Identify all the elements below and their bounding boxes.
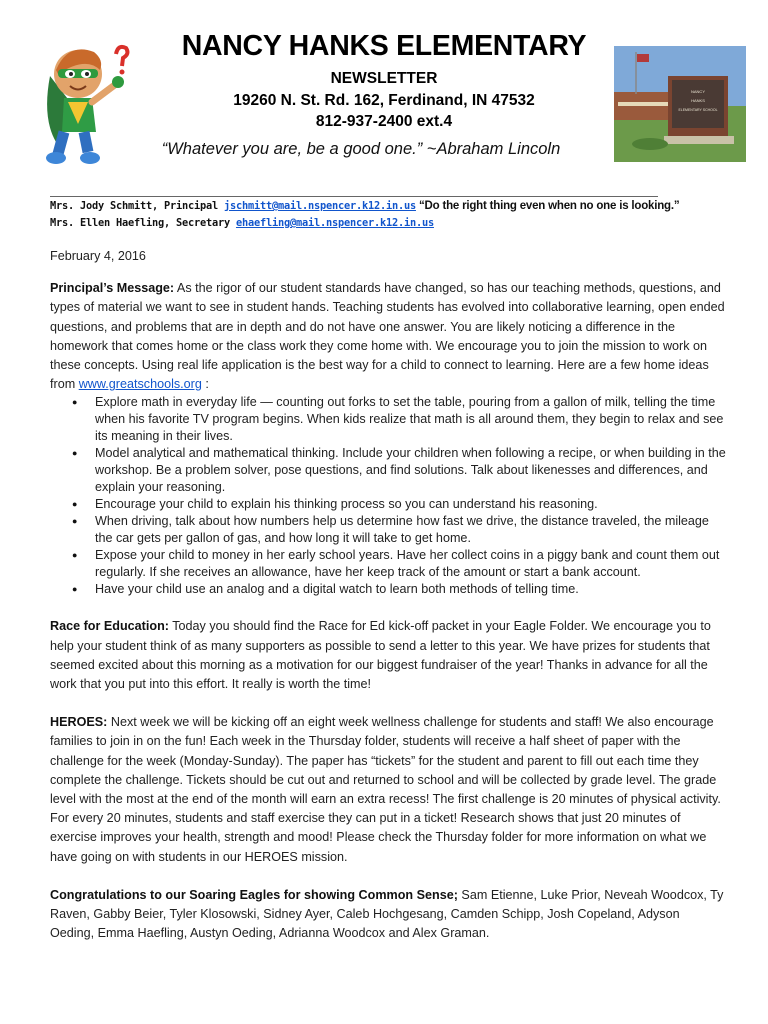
greatschools-link[interactable]: www.greatschools.org (78, 377, 202, 392)
principal-message-text: As the rigor of our student standards have changed, so has our teaching methods, questions, and types of material we want to see in student hands. Teaching students has evolved into collaborative learning, open ended questions, and problems that are in depth and do not have one answer. You are likely noticing a difference in the homework that comes home or the class work they come home with. We encourage you to join the mission to work on these concepts. Using real life application is the best way for a child to connect to learning. Here are a few home ideas from (50, 281, 725, 392)
heroes-section (50, 713, 726, 867)
list-item: ● Explore math in everyday life — counting out forks to set the table, pouring from a gallon of milk, telling the time when his favorite TV program begins. When kids realize that math is all around them, they begin to relax and see its meaning in their lives. (50, 394, 726, 445)
secretary-email-link[interactable]: ehaefling@mail.nspencer.k12.in.us (235, 217, 434, 229)
list-item: ● Have your child use an analog and a digital watch to learn both methods of telling time. (50, 581, 726, 598)
race-for-education (50, 617, 726, 694)
school-motto: “Do the right thing even when no one is looking.” (415, 200, 680, 212)
principal-message (50, 279, 726, 394)
list-item: ● Expose your child to money in her early school years. Have her collect coins in a piggy bank and count them out regularly. If she receives an allowance, have her keep track of the amount or start a bank account. (50, 547, 726, 581)
secretary-name: Mrs. Ellen Haefling, Secretary (50, 217, 236, 229)
sign-line-1: NANCY (690, 89, 706, 94)
principal-email-link[interactable]: jschmitt@mail.nspencer.k12.in.us (223, 200, 416, 212)
newsletter-label: NEWSLETTER (330, 70, 438, 87)
school-name: NANCY HANKS ELEMENTARY (181, 30, 587, 62)
principal-message-label: Principal’s Message: (50, 281, 175, 296)
race-label: Race for Education: (50, 619, 169, 634)
list-item: ● Encourage your child to explain his thinking process so you can understand his reasoning. (50, 496, 726, 513)
heroes-label: HEROES: (50, 715, 108, 730)
home-ideas-list (50, 394, 726, 598)
list-item: ● When driving, talk about how numbers help us determine how fast we drive, the distance traveled, the mileage the car gets per gallon of gas, and how long it will take to get home. (50, 513, 726, 547)
heroes-text: Next week we will be kicking off an eight week wellness challenge for students and staff! We also encourage families to join in on the fun! Each week in the Thursday folder, students will receive a half sheet of paper with the challenge for the week (Monday-Sunday). The paper has “tickets” for the student and parent to fill out each time they complete the challenge. Tickets should be cut out and returned to school and will be collected by grade level. The grade level with the most at the end of the month will earn an extra recess! The first challenge is 20 minutes of physical activity. For every 20 minutes, students and staff exercise they can put in a ticket! Research shows that just 20 minutes of exercise improves your health, strength and mood! Please check the Thursday folder for more information on what we have going on with students in our HEROES mission. (50, 715, 721, 864)
sign-line-2: HANKS (691, 98, 705, 103)
principal-name: Mrs. Jody Schmitt, Principal (50, 200, 224, 212)
principal-line (50, 200, 679, 212)
principal-message-colon: : (201, 377, 209, 392)
congrats-label: Congratulations to our Soaring Eagles for showing Common Sense; (50, 887, 458, 902)
race-text: Today you should find the Race for Ed kick-off packet in your Eagle Folder. We encourage you to help your student think of as many supporters as possible to send a letter to this year. We have prizes for students that seemed excited about this morning as a motivation for our biggest fundraiser of the year! Thanks in advance for all the work that you put into this effort. It really is worth the time! (50, 619, 711, 692)
congrats-names: Sam Etienne, Luke Prior, Neveah Woodcox, Ty Raven, Gabby Beier, Tyler Klosowski, Sidney Ayer, Caleb Hochgesang, Camden Schipp, Josh Copeland, Adyson Oeding, Emma Haefling, Austyn Oeding, Adrianna Woodcox and Alex Graman. (50, 887, 724, 941)
secretary-line (50, 217, 434, 229)
header-divider (50, 196, 658, 197)
school-address: 19260 N. St. Rd. 162, Ferdinand, IN 47532 (233, 92, 535, 109)
newsletter-body (50, 247, 726, 943)
congratulations-section (50, 886, 726, 944)
lincoln-quote: “Whatever you are, be a good one.” ~Abraham Lincoln (161, 140, 561, 158)
newsletter-date: February 4, 2016 (50, 249, 146, 263)
list-item: ● Model analytical and mathematical thinking. Include your children when following a recipe, or when building in the workshop. Be a problem solver, pose questions, and find solutions. Talk about likenesses and differences, and explain your reasoning. (50, 445, 726, 496)
school-phone: 812-937-2400 ext.4 (315, 113, 453, 130)
sign-line-3: ELEMENTARY SCHOOL (678, 108, 718, 112)
